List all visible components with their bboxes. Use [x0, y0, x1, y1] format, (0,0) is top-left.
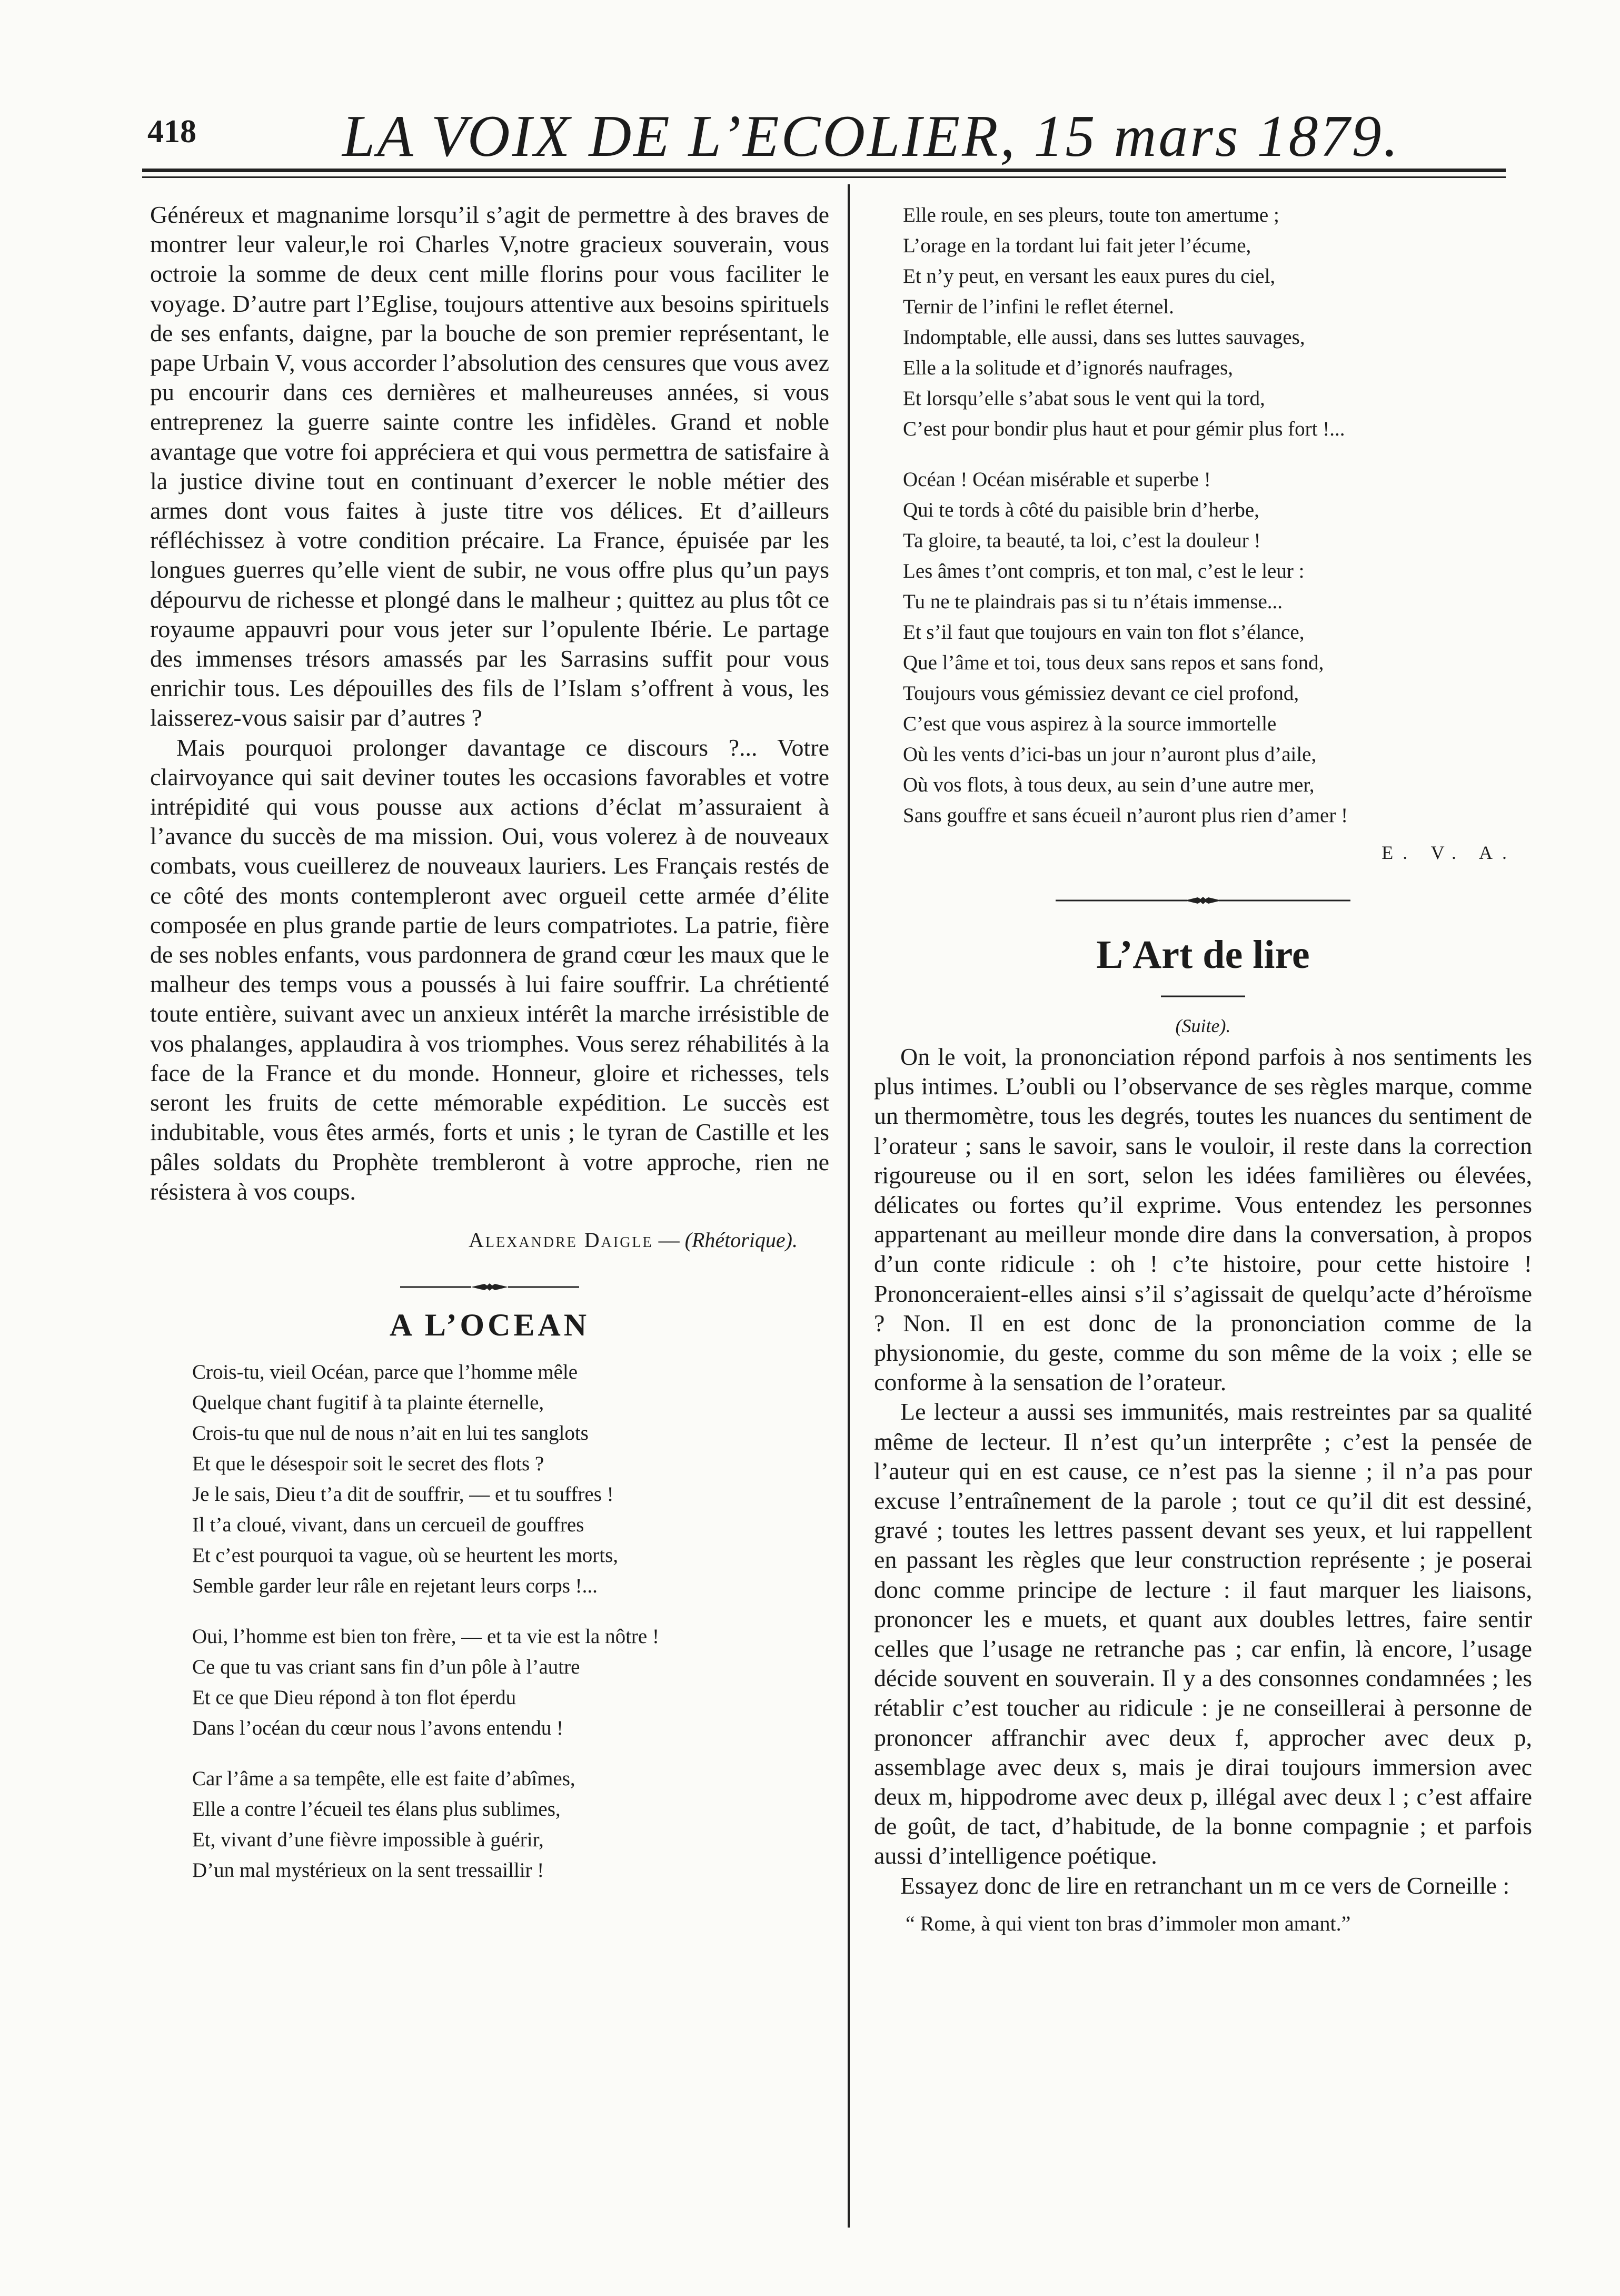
verse-line: Oui, l’homme est bien ton frère, — et ta vie est la nôtre !	[192, 1625, 659, 1648]
article-title: L’Art de lire	[1096, 933, 1310, 977]
author-class: (Rhétorique).	[684, 1228, 798, 1252]
poem-verse	[150, 1357, 829, 1886]
verse-line: Elle roule, en ses pleurs, toute ton amertume ;	[903, 204, 1279, 226]
header-rule	[142, 169, 1506, 172]
verse-line: Sans gouffre et sans écueil n’auront plus rien d’amer !	[903, 804, 1348, 827]
verse-line: Ta gloire, ta beauté, ta loi, c’est la douleur !	[903, 529, 1261, 552]
verse-line: Les âmes t’ont compris, et ton mal, c’est le leur :	[903, 560, 1305, 582]
paragraph: Le lecteur a aussi ses immunités, mais restreintes par sa qualité même de lecteur. Il n’est qu’un interprête ; c’est la pensée de l’auteur qui en est cause, ce n’est pas la sienne ; il n’a pas pour excuse l’entraînement de la parole ; tout ce qu’il dit est dessiné, gravé ; toutes les lettres passent devant ses yeux, et lui rappellent en passant les règles que leur construction représente ; je poserai donc comme principe de lecture : il faut marquer les liaisons, prononcer les e muets, et quant aux doubles lettres, faire sentir celles que l’usage ne retranche pas ; car enfin, là encore, l’usage décide souvent en souverain. Il y a des consonnes condamnées ; les rétablir c’est toucher au ridicule : je ne conseillerai à personne de prononcer affranchir avec deux f, approcher avec deux p, assemblage avec deux s, mais je dirai toujours immersion avec deux m, hippodrome avec deux p, illégal avec deux l ; c’est affaire de goût, de tact, d’habitude, de la bonne compagnie ; et parfois aussi d’intelligence poétique.	[874, 1398, 1532, 1869]
author-name: Alexandre Daigle	[469, 1228, 653, 1252]
poem-signature: E. V. A.	[1382, 842, 1516, 863]
verse-line: Océan ! Océan misérable et superbe !	[903, 468, 1211, 491]
ornament-divider	[395, 1276, 584, 1298]
verse-line: Et ce que Dieu répond à ton flot éperdu	[192, 1686, 516, 1709]
masthead-title: LA VOIX DE L’ECOLIER, 15 mars 1879.	[342, 104, 1400, 169]
stanza	[192, 1357, 829, 1601]
poem-verse-continued	[874, 200, 1532, 831]
verse-line: Ternir de l’infini le reflet éternel.	[903, 295, 1174, 318]
speech-text	[150, 200, 829, 1206]
verse-line: Et lorsqu’elle s’abat sous le vent qui la tord,	[903, 387, 1265, 410]
page-header	[142, 103, 1500, 169]
left-column	[150, 200, 829, 1886]
verse-line: Ce que tu vas criant sans fin d’un pôle à l’autre	[192, 1655, 580, 1678]
verse-line: Semble garder leur râle en rejetant leurs corps !...	[192, 1574, 598, 1597]
right-column	[874, 200, 1532, 1936]
verse-line: Et c’est pourquoi ta vague, où se heurtent les morts,	[192, 1543, 619, 1567]
verse-line: Il t’a cloué, vivant, dans un cercueil de gouffres	[192, 1513, 584, 1536]
verse-line: L’orage en la tordant lui fait jeter l’écume,	[903, 234, 1251, 257]
verse-line: C’est pour bondir plus haut et pour gémir plus fort !...	[903, 418, 1345, 440]
stanza	[192, 1621, 829, 1744]
verse-line: Tu ne te plaindrais pas si tu n’étais immense...	[903, 590, 1283, 613]
column-divider	[848, 184, 850, 2228]
verse-line: Et s’il faut que toujours en vain ton flot s’élance,	[903, 621, 1305, 644]
verse-line: Et n’y peut, en versant les eaux pures du ciel,	[903, 265, 1276, 288]
stanza	[903, 200, 1532, 444]
verse-line: Qui te tords à côté du paisible brin d’herbe,	[903, 499, 1259, 521]
signature-dash: —	[653, 1228, 685, 1252]
corneille-quote: “ Rome, à qui vient ton bras d’immoler mon amant.”	[906, 1911, 1351, 1935]
verse-line: Dans l’océan du cœur nous l’avons entendu !	[192, 1716, 564, 1739]
header-rule-thin	[142, 176, 1506, 178]
verse-line: Toujours vous gémissiez devant ce ciel profond,	[903, 682, 1299, 705]
verse-line: Crois-tu, vieil Océan, parce que l’homme mêle	[192, 1360, 578, 1383]
verse-line: Car l’âme a sa tempête, elle est faite d’abîmes,	[192, 1767, 575, 1790]
verse-line: D’un mal mystérieux on la sent tressaillir !	[192, 1858, 544, 1882]
poem-title: A L’OCEAN	[389, 1307, 590, 1342]
title-rule	[1161, 994, 1245, 999]
author-signature	[150, 1228, 829, 1252]
article-text	[874, 1042, 1532, 1901]
verse-line: Quelque chant fugitif à ta plainte éternelle,	[192, 1391, 544, 1414]
verse-line: Et que le désespoir soit le secret des flots ?	[192, 1452, 544, 1475]
article-subtitle: (Suite).	[1175, 1015, 1231, 1036]
verse-line: Que l’âme et toi, tous deux sans repos et sans fond,	[903, 651, 1324, 674]
verse-line: Elle a contre l’écueil tes élans plus sublimes,	[192, 1797, 561, 1820]
paragraph: Essayez donc de lire en retranchant un m ce vers de Corneille :	[900, 1872, 1510, 1899]
paragraph: Mais pourquoi prolonger davantage ce discours ?... Votre clairvoyance qui sait deviner toutes les occasions favorables et votre intrépidité qui vous pousse aux actions d’éclat m’assuraient à l’avance du succès de ma mission. Oui, vous volerez à de nouveaux combats, vous cueillerez de nouveaux lauriers. Les Français restés de ce côté des monts contempleront avec orgueil cette armée d’élite composée en plus grande partie de leurs compatriotes. La patrie, fière de ses nobles enfants, vous pardonnera de grand cœur les maux que le malheur des temps vous a poussés à lui faire souffrir. La chrétienté toute entière, suivant avec un anxieux intérêt la marche irrésistible de vos phalanges, applaudira à vos triomphes. Vous serez réhabilités à la face de la France et du monde. Honneur, gloire et richesses, tels seront les fruits de cette mémorable expédition. Le succès est indubitable, vous êtes armés, forts et unis ; le tyran de Castille et les pâles soldats du Prophète trembleront à votre approche, rien ne résistera à vos coups.	[150, 734, 829, 1205]
page-number: 418	[147, 114, 196, 150]
verse-line: C’est que vous aspirez à la source immortelle	[903, 712, 1277, 735]
verse-line: Et, vivant d’une fièvre impossible à guérir,	[192, 1828, 544, 1851]
stanza	[192, 1764, 829, 1886]
verse-line: Où les vents d’ici-bas un jour n’auront plus d’aile,	[903, 743, 1317, 766]
verse-line: Je le sais, Dieu t’a dit de souffrir, — et tu souffres !	[192, 1482, 614, 1506]
paragraph: Généreux et magnanime lorsqu’il s’agit de permettre à des braves de montrer leur valeur,le roi Charles V,notre gracieux souverain, vous octroie la somme de deux cent mille florins pour vous faciliter le voyage. D’autre part l’Eglise, toujours attentive aux besoins spirituels de ses enfants, daigne, par la bouche de son premier représentant, le pape Urbain V, vous accorder l’absolution des censures que vous avez pu encourir dans ces dernières et malheureuses années, si vous entreprenez la guerre sainte contre les infidèles. Grand et noble avantage que votre foi appréciera et qui vous permettra de satisfaire à la justice divine tout en continuant d’exercer le noble métier des armes dont vous faites à juste titre vos délices. Et d’ailleurs réfléchissez à votre condition précaire. La France, épuisée par les longues guerres qu’elle vient de subir, ne vous offre plus qu’un pays dépourvu de richesse et plongé dans le malheur ; quittez au plus tôt ce royaume appauvri pour vous jeter sur l’opulente Ibérie. Le partage des immenses trésors amassés par les Sarrasins suffit pour vous enrichir tous. Les dépouilles des fils de l’Islam s’offrent à vous, les laisserez-vous saisir par d’autres ?	[150, 201, 829, 731]
verse-line: Elle a la solitude et d’ignorés naufrages,	[903, 357, 1234, 379]
verse-line: Où vos flots, à tous deux, au sein d’une autre mer,	[903, 774, 1315, 796]
paragraph: On le voit, la prononciation répond parfois à nos sentiments les plus intimes. L’oubli ou l’observance de ses règles marque, comme un thermomètre, tous les degrés, toutes les nuances du sentiment de l’orateur ; sans le savoir, sans le vouloir, il reste dans la correction rigoureuse ou il en sort, selon les idées familières ou élevées, délicates ou fortes qu’il exprime. Vous entendez les personnes appartenant au meilleur monde dire dans la conversation, à propos d’un conte ridicule : oh ! c’te histoire, pour cette histoire ! Prononceraient-elles ainsi s’il s’agissait de quelqu’acte d’héroïsme ? Non. Il en est donc de la prononciation comme de la physionomie, du geste, comme du son même de la voix ; elle se conforme à la sensation de l’orateur.	[874, 1043, 1532, 1396]
stanza	[903, 464, 1532, 831]
verse-line: Indomptable, elle aussi, dans ses luttes sauvages,	[903, 326, 1305, 349]
verse-line: Crois-tu que nul de nous n’ait en lui tes sanglots	[192, 1421, 589, 1444]
ornament-divider	[1045, 890, 1361, 911]
